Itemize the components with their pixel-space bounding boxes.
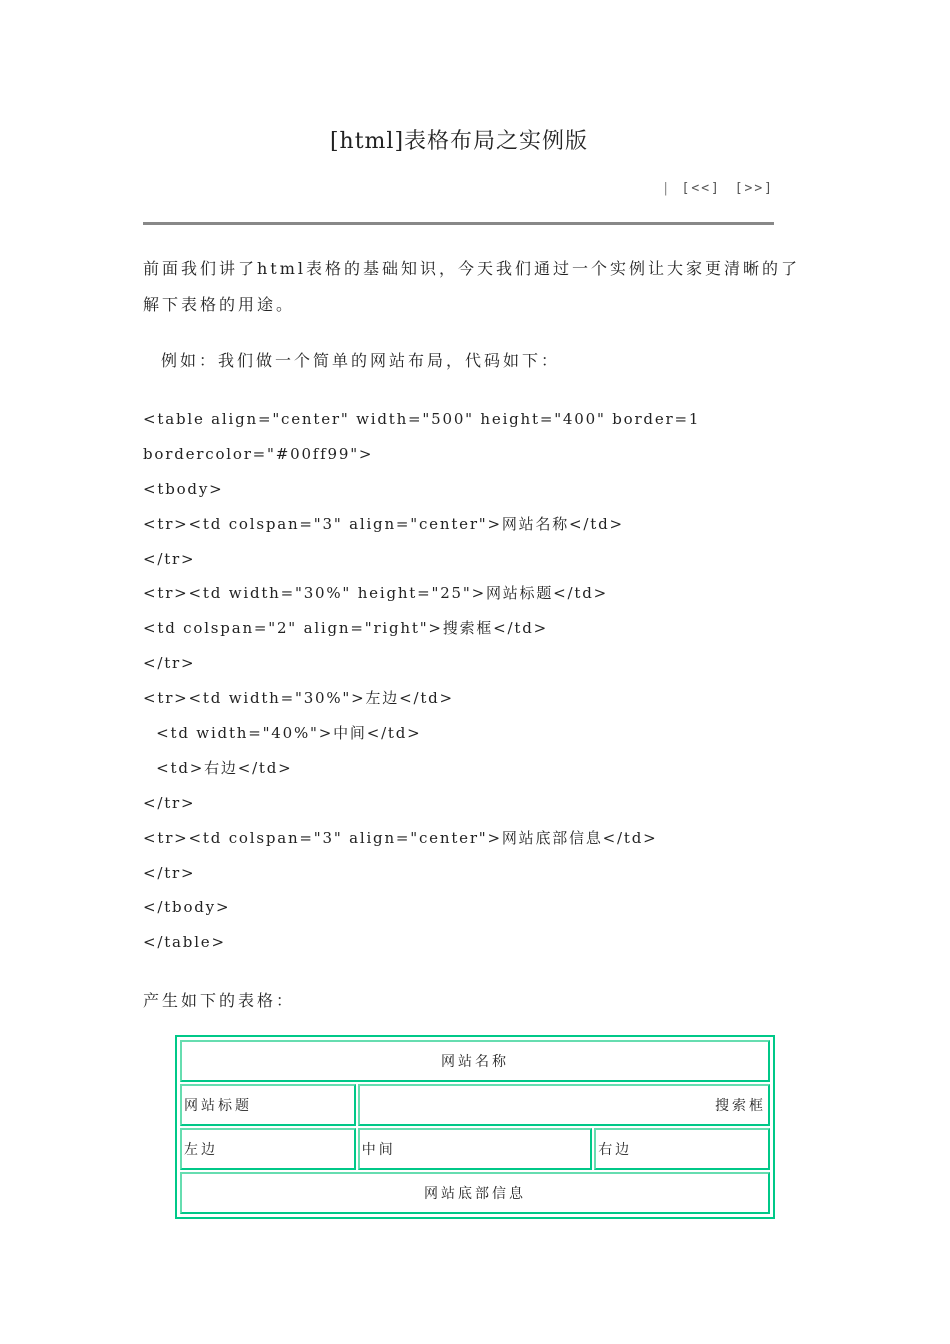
code-line: <td colspan="2" align="right">搜索框</td>	[143, 619, 548, 638]
code-line: </tbody>	[143, 898, 231, 917]
code-line: <tr><td width="30%">左边</td>	[143, 689, 454, 708]
code-line: </tr>	[143, 793, 196, 812]
cell-site-title: 网站标题	[180, 1084, 356, 1126]
code-line: <tr><td colspan="3" align="center">网站名称</td>	[143, 514, 624, 533]
code-line: </tr>	[143, 863, 196, 882]
code-line: </table>	[143, 933, 226, 952]
result-intro: 产生如下的表格：	[143, 991, 296, 1010]
cell-site-name: 网站名称	[180, 1040, 770, 1082]
nav-separator: |	[661, 181, 672, 196]
code-line: <tr><td width="30%" height="25">网站标题</td>	[143, 584, 608, 603]
code-line: </tr>	[143, 549, 196, 568]
code-line: <table align="center" width="500" height="400" border=1	[143, 410, 701, 428]
next-link[interactable]: [>>]	[734, 181, 774, 196]
prev-link[interactable]: [<<]	[681, 181, 721, 196]
code-line: <tr><td colspan="3" align="center">网站底部信息</td>	[143, 828, 658, 847]
code-line: bordercolor="#00ff99">	[143, 444, 374, 463]
cell-middle: 中间	[358, 1128, 592, 1170]
code-block	[143, 402, 843, 960]
demo-table	[175, 1035, 775, 1219]
article-nav	[662, 181, 774, 196]
page-title: [html]表格布局之实例版	[329, 129, 589, 154]
example-intro: 例如：我们做一个简单的网站布局，代码如下：	[161, 351, 561, 370]
cell-left: 左边	[180, 1128, 356, 1170]
cell-footer: 网站底部信息	[180, 1172, 770, 1214]
title-divider	[143, 222, 774, 225]
code-line: <tbody>	[143, 479, 224, 498]
code-line: </tr>	[143, 654, 196, 673]
code-line: <td>右边</td>	[143, 758, 293, 777]
cell-search-box: 搜索框	[358, 1084, 770, 1126]
cell-right: 右边	[594, 1128, 770, 1170]
code-line: <td width="40%">中间</td>	[143, 724, 422, 743]
intro-paragraph: 前面我们讲了html表格的基础知识，今天我们通过一个实例让大家更清晰的了解下表格的用途。	[143, 259, 801, 314]
